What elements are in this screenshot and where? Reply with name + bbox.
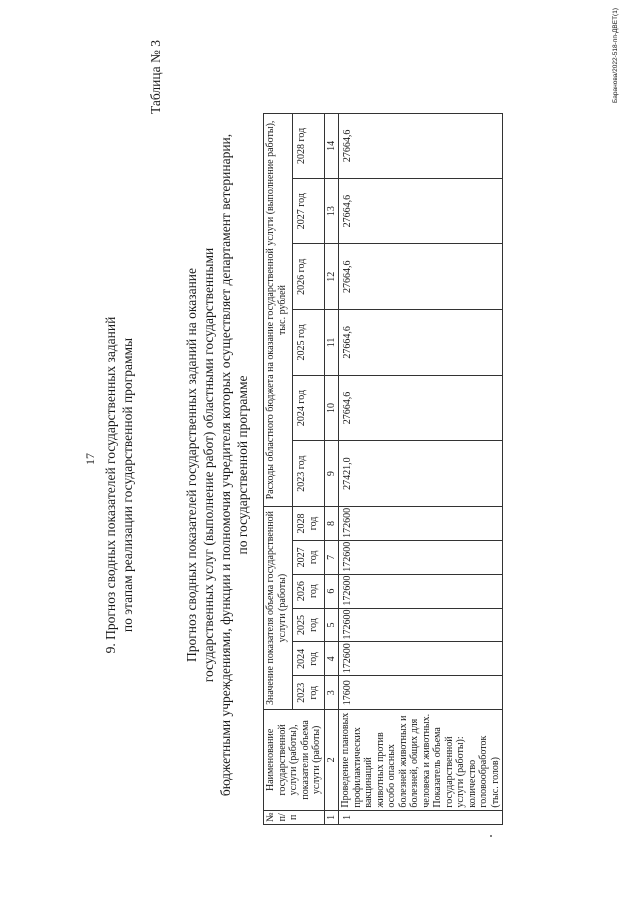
row-number: 1 — [339, 810, 503, 824]
volume-value: 172600 — [339, 642, 503, 676]
intro-line: государственных услуг (выполнение работ) областными государственными — [201, 247, 216, 683]
expense-value: 27664,6 — [339, 178, 503, 244]
intro-line: Прогноз сводных показателей государственных заданий на оказание — [184, 267, 199, 663]
expense-value: 27664,6 — [339, 310, 503, 376]
volume-value: 172600 — [339, 608, 503, 642]
section-title-line: по этапам реализации государственной программы — [120, 337, 135, 633]
column-number: 11 — [324, 310, 339, 376]
indicators-table — [263, 113, 503, 825]
column-number: 8 — [324, 506, 339, 540]
column-number-row — [324, 114, 339, 825]
volume-value: 17600 — [339, 676, 503, 710]
expense-value: 27664,6 — [339, 375, 503, 441]
volume-value: 172600 — [339, 540, 503, 574]
header-year: 2027 год — [293, 178, 324, 244]
header-year: 2028 год — [293, 114, 324, 179]
document-code: Баранова/2022-518-пп-ДВЕТ(1) — [612, 8, 619, 103]
header-year: 2024 год — [293, 642, 324, 676]
table-label: Таблица № 3 — [148, 40, 163, 114]
expense-value: 27421,0 — [339, 441, 503, 507]
header-row-group — [264, 114, 293, 825]
section-title-line: 9. Прогноз сводных показателей государственных заданий — [103, 316, 118, 654]
volume-value: 172600 — [339, 574, 503, 608]
header-year: 2026 год — [293, 244, 324, 310]
table-intro — [183, 85, 251, 845]
header-col-name: Наименование государственной услуги (работы), показатели объема услуги (работы) — [264, 710, 325, 811]
column-number: 1 — [324, 810, 339, 824]
service-name: Проведение плановых профилактических вакцинаций животных против особо опасных болезней животных и болезней, общих для человека и животных. Показатель объема государственной услуги (работы): количество головообработок (тыс. голов) — [339, 710, 503, 811]
header-year: 2023 год — [293, 441, 324, 507]
column-number: 9 — [324, 441, 339, 507]
header-year: 2024 год — [293, 375, 324, 441]
header-col-no: № п/п — [264, 810, 325, 824]
page-number: 17 — [83, 453, 97, 465]
column-number: 7 — [324, 540, 339, 574]
header-year: 2023 год — [293, 676, 324, 710]
column-number: 13 — [324, 178, 339, 244]
header-volume-group: Значение показателя объема государственной услуги (работы) — [264, 506, 293, 709]
header-year: 2028 год — [293, 506, 324, 540]
column-number: 5 — [324, 608, 339, 642]
column-number: 10 — [324, 375, 339, 441]
column-number: 2 — [324, 710, 339, 811]
header-year: 2027 год — [293, 540, 324, 574]
column-number: 3 — [324, 676, 339, 710]
intro-line: по государственной программе — [235, 375, 250, 555]
header-expense-group: Расходы областного бюджета на оказание государственной услуги (выполнение работы), тыс. рублей — [264, 114, 293, 507]
column-number: 6 — [324, 574, 339, 608]
expense-value: 27664,6 — [339, 114, 503, 179]
column-number: 12 — [324, 244, 339, 310]
header-year: 2025 год — [293, 310, 324, 376]
column-number: 14 — [324, 114, 339, 179]
header-year: 2025 год — [293, 608, 324, 642]
intro-line: бюджетными учреждениями, функции и полномочия учредителя которых осуществляет департамент ветеринарии, — [218, 133, 233, 797]
expense-value: 27664,6 — [339, 244, 503, 310]
volume-value: 172600 — [339, 506, 503, 540]
scan-dot-mark — [490, 835, 492, 837]
table-row — [339, 114, 503, 825]
column-number: 4 — [324, 642, 339, 676]
header-year: 2026 год — [293, 574, 324, 608]
section-title — [102, 245, 136, 725]
